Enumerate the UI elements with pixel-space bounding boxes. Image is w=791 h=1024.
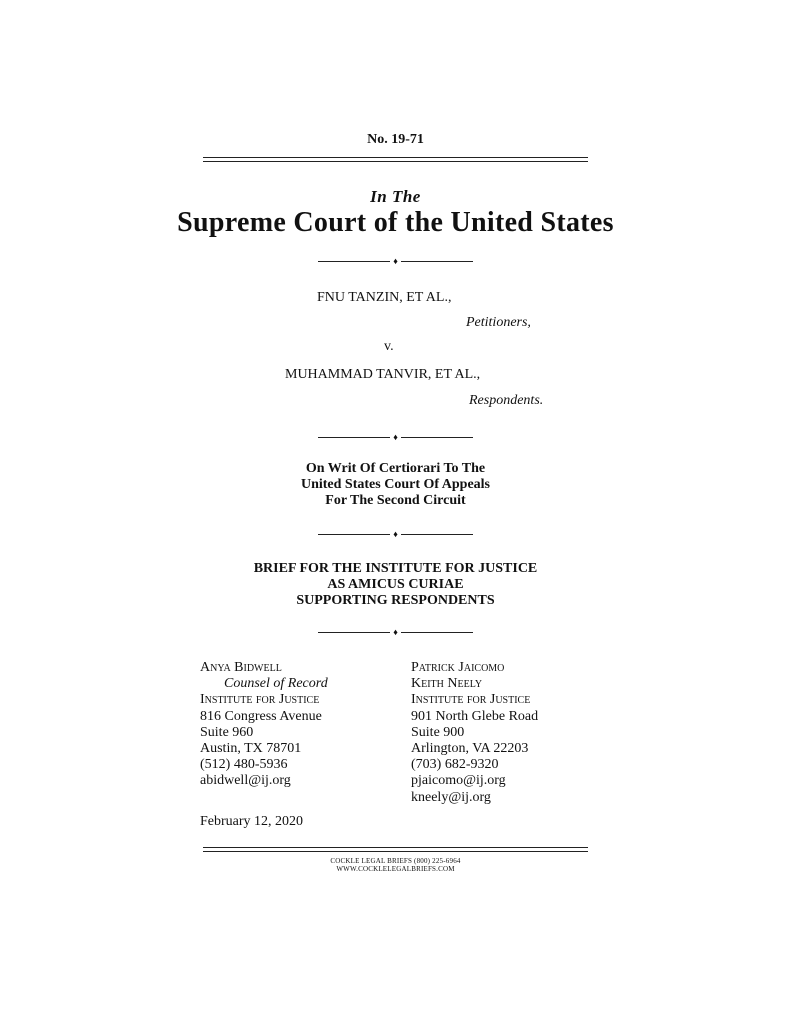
brief-title-line: BRIEF FOR THE INSTITUTE FOR JUSTICE	[253, 561, 538, 576]
brief-title	[0, 561, 791, 609]
writ-statement	[0, 461, 791, 509]
counsel-name: Keith Neely	[411, 676, 483, 692]
respondent-role: Respondents.	[469, 393, 544, 408]
counsel-org: Institute for Justice	[411, 692, 531, 708]
filing-date: February 12, 2020	[200, 814, 304, 829]
counsel-name: Anya Bidwell	[200, 660, 282, 675]
petitioner-role: Petitioners,	[466, 315, 531, 330]
diamond-icon: ♦	[393, 256, 398, 266]
counsel-email: pjaicomo@ij.org	[411, 773, 506, 789]
brief-title-line: SUPPORTING RESPONDENTS	[296, 593, 495, 608]
top-double-rule	[203, 157, 588, 162]
printer-footer	[0, 857, 791, 873]
writ-line: On Writ Of Certiorari To The	[305, 461, 486, 476]
counsel-title: Counsel of Record	[224, 676, 328, 692]
diamond-icon: ♦	[393, 432, 398, 442]
counsel-email: kneely@ij.org	[411, 789, 491, 805]
diamond-icon: ♦	[393, 529, 398, 539]
counsel-left-block	[200, 660, 328, 790]
counsel-right-block	[411, 660, 538, 806]
ornament-divider	[318, 431, 473, 443]
counsel-city: Arlington, VA 22203	[411, 741, 529, 757]
court-name: Supreme Court of the United States	[177, 207, 614, 238]
ornament-divider	[318, 528, 473, 540]
counsel-suite: Suite 900	[411, 724, 465, 740]
counsel-email: abidwell@ij.org	[200, 773, 291, 789]
bottom-double-rule	[203, 847, 588, 852]
versus: v.	[384, 339, 394, 354]
footer-line: COCKLE LEGAL BRIEFS (800) 225-6964	[330, 857, 461, 865]
counsel-name: Patrick Jaicomo	[411, 660, 505, 675]
counsel-org: Institute for Justice	[200, 692, 320, 708]
counsel-phone: (703) 682-9320	[411, 757, 499, 773]
counsel-address: 816 Congress Avenue	[200, 708, 322, 724]
diamond-icon: ♦	[393, 627, 398, 637]
ornament-divider	[318, 626, 473, 638]
docket-number: No. 19-71	[367, 132, 424, 147]
court-intro: In The	[370, 187, 421, 206]
writ-line: For The Second Circuit	[325, 493, 466, 508]
writ-line: United States Court Of Appeals	[300, 477, 490, 492]
footer-line: WWW.COCKLELEGALBRIEFS.COM	[336, 865, 455, 873]
respondent-name: MUHAMMAD TANVIR, ET AL.,	[285, 367, 481, 382]
ornament-divider	[318, 255, 473, 267]
counsel-suite: Suite 960	[200, 724, 254, 740]
petitioner-name: FNU TANZIN, ET AL.,	[317, 290, 452, 305]
counsel-city: Austin, TX 78701	[200, 741, 302, 757]
brief-title-line: AS AMICUS CURIAE	[327, 577, 464, 592]
counsel-phone: (512) 480-5936	[200, 757, 288, 773]
counsel-address: 901 North Glebe Road	[411, 708, 539, 724]
